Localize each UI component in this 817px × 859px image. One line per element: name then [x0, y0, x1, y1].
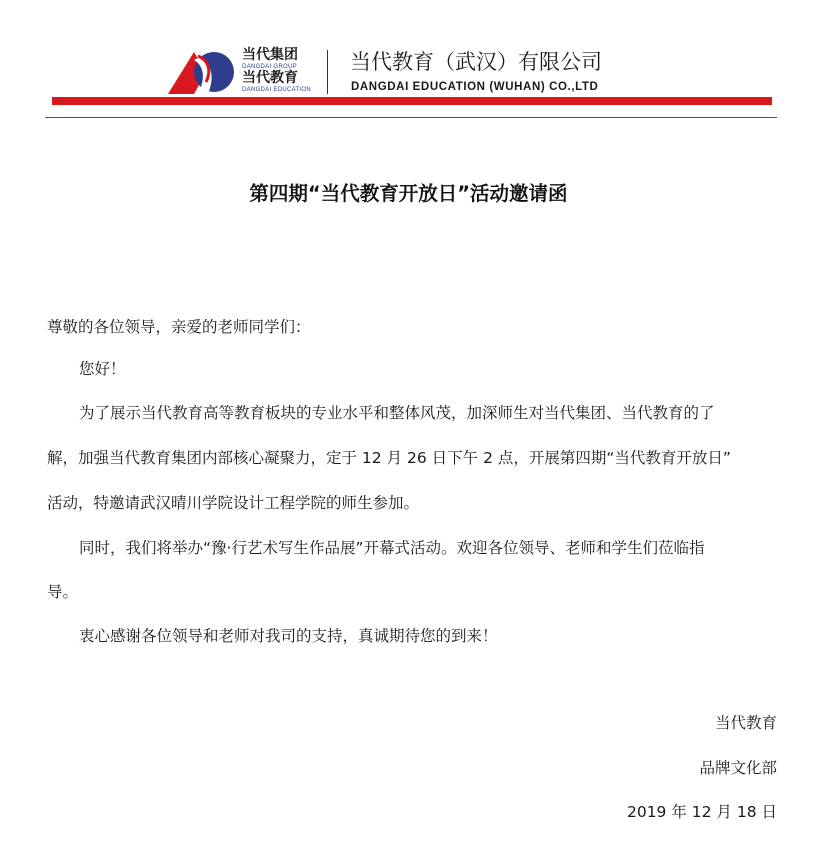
- group-brand: [242, 48, 314, 96]
- letterhead: [0, 0, 817, 122]
- signature-department: 品牌文化部: [699, 759, 777, 777]
- letterhead-divider: [327, 50, 328, 94]
- letterhead-red-bar: [52, 97, 772, 105]
- group-name-en: DANGDAI GROUP: [242, 64, 297, 70]
- signature-date: 2019 年 12 月 18 日: [626, 803, 777, 821]
- company-name-cn: 当代教育（武汉）有限公司: [350, 50, 602, 74]
- edu-name-en: DANGDAI EDUCATION: [242, 87, 311, 93]
- letterhead-rule: [45, 117, 777, 118]
- salutation: 尊敬的各位领导，亲爱的老师同学们：: [47, 318, 311, 336]
- company-name-en: DANGDAI EDUCATION (WUHAN) CO.,LTD: [351, 81, 599, 93]
- closing-line: 衷心感谢各位领导和老师对我司的支持，真诚期待您的到来！: [79, 627, 498, 645]
- group-name-cn: 当代集团: [242, 47, 298, 63]
- dangdai-logo-icon: [168, 48, 236, 96]
- document-title: 第四期“当代教育开放日”活动邀请函: [249, 182, 568, 205]
- greeting: 您好！: [79, 360, 126, 378]
- signature-org: 当代教育: [714, 714, 777, 732]
- paragraph2-line2: 导。: [47, 583, 79, 601]
- paragraph1-line2: 解，加强当代教育集团内部核心凝聚力，定于 12 月 26 日下午 2 点，开展第四期“当代教育开放日”: [47, 449, 731, 467]
- paragraph2-line1: 同时，我们将举办“豫·行艺术写生作品展”开幕式活动。欢迎各位领导、老师和学生们莅临指: [79, 539, 705, 557]
- paragraph1-line3: 活动，特邀请武汉晴川学院设计工程学院的师生参加。: [47, 494, 420, 512]
- edu-name-cn: 当代教育: [242, 70, 298, 86]
- paragraph1-line1: 为了展示当代教育高等教育板块的专业水平和整体风茂，加深师生对当代集团、当代教育的了: [79, 404, 715, 422]
